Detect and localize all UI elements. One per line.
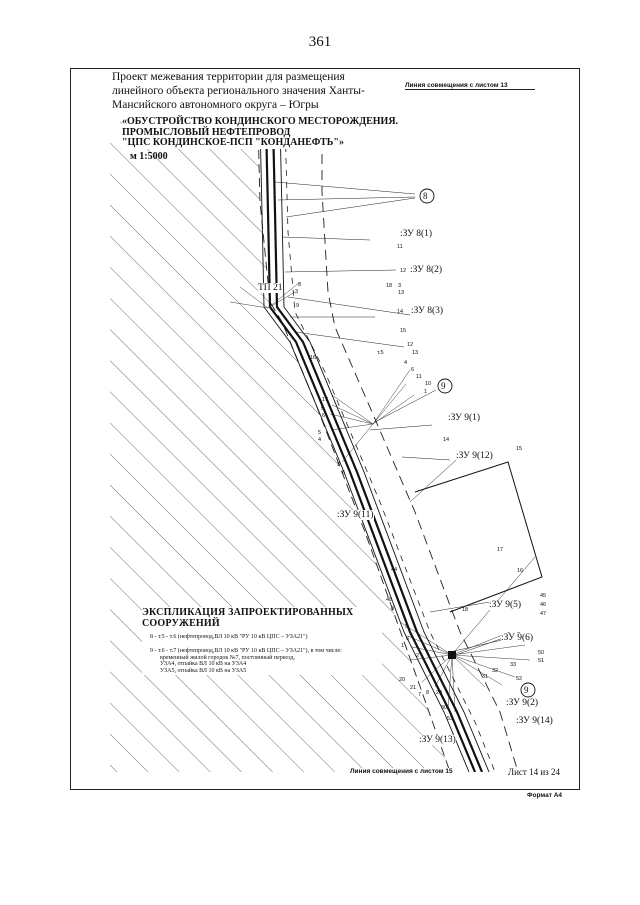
legend-item-9-camp: временный жилой городок №7, постоянный переезд,: [160, 654, 295, 661]
point-15: 15: [400, 328, 407, 334]
zu-label-8-3: :ЗУ 8(3): [411, 306, 444, 316]
point-47: 47: [540, 611, 547, 617]
point-32: 32: [492, 668, 499, 674]
point-21: 21: [410, 685, 417, 691]
point-6: 6: [411, 367, 415, 373]
zu-label-8-2: :ЗУ 8(2): [410, 265, 443, 275]
point-4b: 4: [318, 437, 322, 443]
point-11b: 11: [416, 374, 422, 380]
structures-legend: [142, 607, 382, 675]
point-t5: т.5: [377, 350, 384, 356]
point-53: 53: [447, 716, 454, 722]
object-number-8: 8: [423, 191, 428, 201]
point-6d: 6: [406, 636, 410, 642]
project-description: Проект межевания территории для размещения линейного объекта регионального значения Ханты-Мансийского автономного округа – Югры: [112, 71, 365, 111]
object-number-9-upper: 9: [441, 381, 446, 391]
point-8-top: 8: [298, 282, 302, 288]
legend-item-9: 9 - т.6 - т.7 (нефтепровод,ВЛ 10 кВ "РУ 10 кВ ЦПС – УЗА21"), в том числе:: [150, 647, 342, 654]
point-50: 50: [538, 650, 545, 656]
point-14: 14: [397, 309, 404, 315]
point-15b: 15: [516, 446, 523, 452]
title-line-2: ПРОМЫСЛОВЫЙ НЕФТЕПРОВОД: [122, 126, 291, 138]
legend-item-9-uza5: УЗА5, отпайка ВЛ 10 кВ на УЗА5: [160, 668, 247, 675]
point-31: 31: [482, 674, 489, 680]
point-8c: 8: [426, 690, 430, 696]
point-3: 3: [398, 283, 402, 289]
zu-label-9-12: :ЗУ 9(12): [456, 451, 493, 461]
zu-label-9-14: :ЗУ 9(14): [516, 716, 553, 726]
zu-label-8-1: :ЗУ 8(1): [400, 229, 433, 239]
match-line-top-label: Линия совмещения с листом 13: [405, 82, 535, 90]
point-1: 1: [424, 389, 428, 395]
legend-title: ЭКСПЛИКАЦИЯ ЗАПРОЕКТИРОВАННЫХ СООРУЖЕНИЙ: [142, 607, 354, 629]
map-scale: м 1:5000: [130, 151, 168, 162]
zu-label-9-5: :ЗУ 9(5): [489, 600, 522, 610]
point-6b: 6: [322, 413, 326, 419]
point-14b: 14: [443, 437, 450, 443]
point-12: 12: [400, 268, 407, 274]
point-51: 51: [538, 658, 545, 664]
node-marker: [448, 651, 456, 659]
point-17: 17: [322, 397, 329, 403]
legend-item-9-uza4: УЗА4, отпайка ВЛ 10 кВ на УЗА4: [160, 661, 247, 668]
tp-label: ТП 21: [258, 283, 283, 293]
point-46: 46: [540, 602, 547, 608]
zu-label-9-13: :ЗУ 9(13): [419, 735, 456, 745]
point-16b: 16: [517, 568, 524, 574]
point-7: 7: [418, 692, 422, 698]
point-29: 29: [436, 690, 443, 696]
point-18: 18: [386, 283, 393, 289]
point-45: 45: [540, 593, 547, 599]
point-6c: 6: [342, 470, 346, 476]
point-2: 2: [416, 653, 420, 659]
point-3b: 3: [337, 462, 341, 468]
sheet-number: Лист 14 из 24: [508, 767, 560, 777]
point-5: 5: [321, 406, 325, 412]
point-8b: 8: [391, 606, 395, 612]
zu-label-9-1: :ЗУ 9(1): [448, 413, 481, 423]
map-title: [122, 117, 398, 149]
point-5b: 5: [318, 430, 322, 436]
paper-format: Формат А4: [527, 792, 563, 799]
point-12b: 12: [407, 342, 414, 348]
point-4: 4: [404, 360, 408, 366]
page-number: 361: [308, 34, 332, 50]
point-44: 44: [391, 567, 398, 573]
legend-item-8: 8 - т.5 - т.6 (нефтепровод,ВЛ 10 кВ "РУ 10 кВ ЦПС – УЗА21"): [150, 634, 308, 640]
point-3-top: 3: [295, 289, 299, 295]
point-1b: 1: [401, 643, 405, 649]
point-48: 48: [386, 597, 393, 603]
zu-label-9-11: :ЗУ 9(11): [337, 510, 374, 520]
match-line-bottom-label: Линия совмещения с листом 15: [350, 768, 453, 775]
zu-label-9-6: :ЗУ 9(6): [501, 633, 534, 643]
point-10: 10: [425, 381, 432, 387]
point-30: 30: [441, 705, 448, 711]
point-11: 11: [397, 244, 403, 250]
point-17b: 17: [497, 547, 504, 553]
point-13: 13: [398, 290, 405, 296]
point-9-top: 9: [296, 303, 300, 309]
object-number-9-lower: 9: [524, 685, 529, 695]
plot-9-12-outline: [415, 462, 542, 612]
point-52: 52: [516, 676, 523, 682]
point-18b: 18: [462, 607, 469, 613]
title-line-1: «ОБУСТРОЙСТВО КОНДИНСКОГО МЕСТОРОЖДЕНИЯ.: [122, 116, 399, 127]
point-13b: 13: [412, 350, 419, 356]
point-20: 20: [399, 677, 406, 683]
title-line-3: "ЦПС КОНДИНСКОЕ-ПСП "КОНДАНЕФТЬ"»: [122, 137, 344, 148]
point-33: 33: [510, 662, 517, 668]
zu-label-9-2: :ЗУ 9(2): [506, 698, 539, 708]
point-9b: 9: [405, 624, 409, 630]
point-16: 16: [310, 355, 317, 361]
